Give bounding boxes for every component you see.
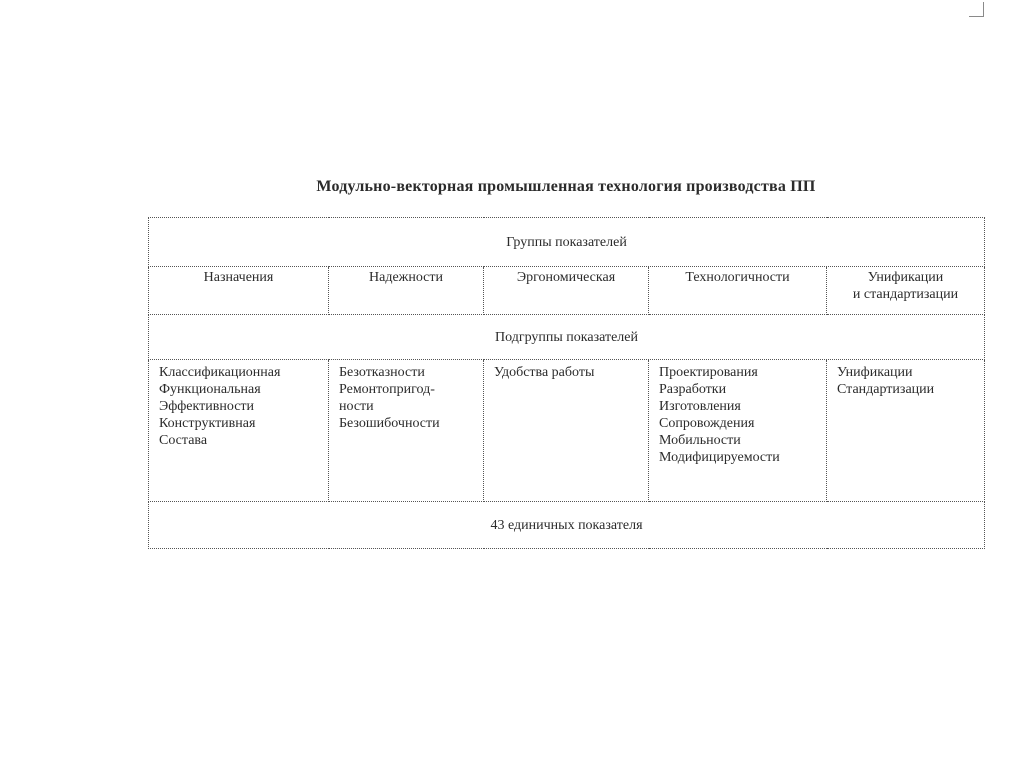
subgroup-item: Унификации [837, 365, 913, 380]
subgroups-header-cell: Подгруппы показателей [149, 315, 985, 360]
subgroup-cell [827, 360, 985, 502]
group-cell [149, 267, 329, 315]
subgroup-item: ности [339, 399, 374, 414]
group-cell [649, 267, 827, 315]
group-cell [329, 267, 484, 315]
total-indicators-cell: 43 единичных показателя [149, 502, 985, 549]
subgroup-item: Модифицируемости [659, 450, 780, 465]
subgroup-item: Удобства работы [494, 365, 595, 380]
page-corner-mark [969, 2, 984, 17]
subgroup-item: Разработки [659, 382, 727, 397]
group-label: Назначения [203, 270, 274, 285]
subgroup-item: Безотказности [339, 365, 425, 380]
group-label: Эргономическая [516, 270, 616, 285]
group-cell [484, 267, 649, 315]
subgroup-item: Функциональная [159, 382, 261, 397]
group-label: Надежности [369, 270, 443, 285]
indicator-table [148, 217, 985, 549]
group-label: Унификации [867, 270, 944, 285]
subgroup-item: Эффективности [159, 399, 255, 414]
group-label: Технологичности [685, 270, 790, 285]
subgroup-cell [484, 360, 649, 502]
subgroup-cell [149, 360, 329, 502]
subgroup-cell [329, 360, 484, 502]
group-names-row [149, 267, 985, 315]
subgroup-item: Состава [159, 433, 208, 448]
group-cell [827, 267, 985, 315]
group-label: и стандартизации [852, 287, 959, 302]
subgroup-item: Безошибочности [339, 416, 440, 431]
subgroup-item: Мобильности [659, 433, 741, 448]
groups-header-cell: Группы показателей [149, 218, 985, 267]
subgroup-item: Классификационная [159, 365, 281, 380]
subgroup-item: Ремонтопригод- [339, 382, 435, 397]
document-title: Модульно-векторная промышленная технология производства ПП [316, 178, 816, 195]
subgroups-row [149, 360, 985, 502]
subgroup-item: Изготовления [659, 399, 741, 414]
subgroup-item: Сопровождения [659, 416, 755, 431]
subgroup-item: Конструктивная [159, 416, 256, 431]
subgroup-item: Проектирования [659, 365, 758, 380]
subgroup-cell [649, 360, 827, 502]
subgroup-item: Стандартизации [837, 382, 935, 397]
